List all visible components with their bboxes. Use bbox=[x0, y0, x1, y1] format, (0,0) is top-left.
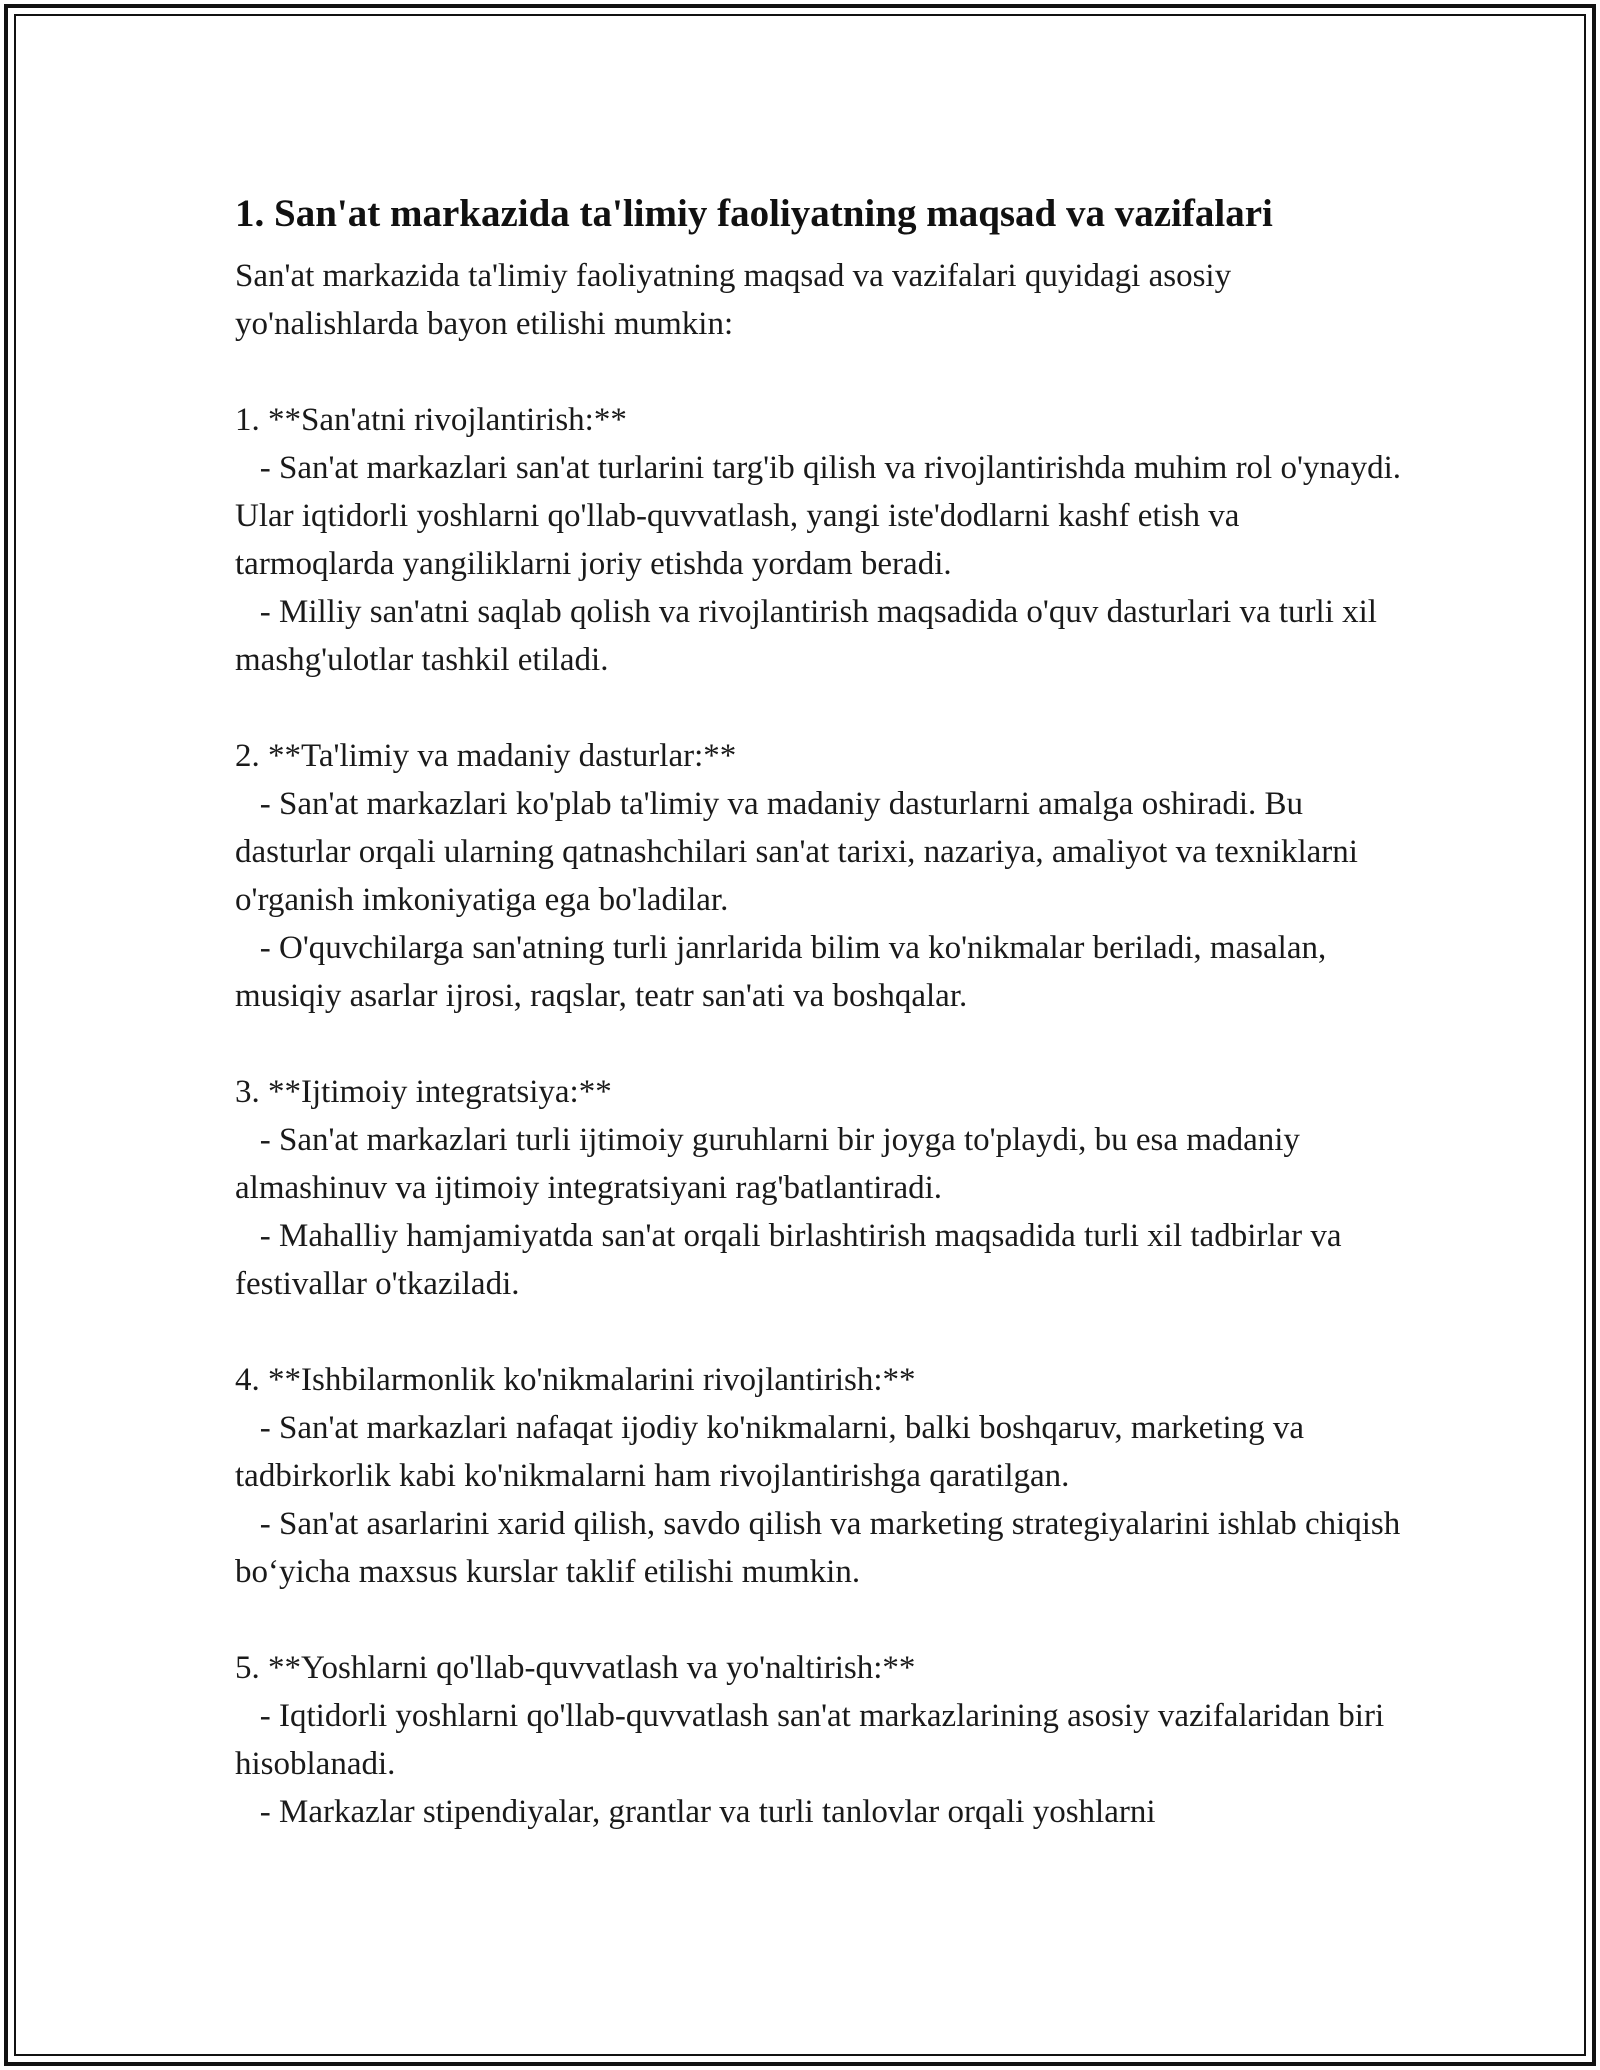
section-5 bbox=[235, 1644, 1405, 1836]
section-heading: 3. **Ijtimoiy integratsiya:** bbox=[235, 1074, 612, 1110]
section-4 bbox=[235, 1356, 1409, 1596]
section-item: - Mahalliy hamjamiyatda san'at orqali birlashtirish maqsadida turli xil tadbirlar va festivallar o'tkaziladi. bbox=[235, 1218, 1350, 1302]
section-item: - Iqtidorli yoshlarni qo'llab-quvvatlash san'at markazlarining asosiy vazifalaridan biri hisoblanadi. bbox=[235, 1698, 1393, 1782]
section-item: - O'quvchilarga san'atning turli janrlarida bilim va ko'nikmalar beriladi, masalan, musiqiy asarlar ijrosi, raqslar, teatr san'ati va boshqalar. bbox=[235, 930, 1335, 1014]
section-item: - San'at markazlari ko'plab ta'limiy va madaniy dasturlarni amalga oshiradi. Bu dasturlar orqali ularning qatnashchilari san'at tarixi, nazariya, amaliyot va texniklarni o'rganish imkoniyatiga ega bo'ladilar. bbox=[235, 786, 1367, 918]
section-1 bbox=[235, 396, 1410, 684]
section-item: - San'at markazlari nafaqat ijodiy ko'nikmalarni, balki boshqaruv, marketing va tadbirkorlik kabi ko'nikmalarni ham rivojlantirishga qaratilgan. bbox=[235, 1410, 1313, 1494]
section-item: - San'at markazlari san'at turlarini targ'ib qilish va rivojlantirishda muhim rol o'ynaydi. Ular iqtidorli yoshlarni qo'llab-quvvatlash, yangi iste'dodlarni kashf etish va tarmoqlarda yangiliklarni joriy etishda yordam beradi. bbox=[235, 450, 1410, 582]
section-heading: 5. **Yoshlarni qo'llab-quvvatlash va yo'naltirish:** bbox=[235, 1650, 916, 1686]
section-heading: 1. **San'atni rivojlantirish:** bbox=[235, 402, 627, 438]
section-3 bbox=[235, 1068, 1405, 1308]
section-item: - San'at asarlarini xarid qilish, savdo qilish va marketing strategiyalarini ishlab chiqish bo‘yicha maxsus kurslar taklif etilishi mumkin. bbox=[235, 1506, 1409, 1590]
section-item: - Milliy san'atni saqlab qolish va rivojlantirish maqsadida o'quv dasturlari va turli xil mashg'ulotlar tashkil etiladi. bbox=[235, 594, 1386, 678]
document-title: 1. San'at markazida ta'limiy faoliyatning maqsad va vazifalari bbox=[235, 192, 1273, 235]
section-item: - San'at markazlari turli ijtimoiy guruhlarni bir joyga to'playdi, bu esa madaniy almashinuv va ijtimoiy integratsiyani rag'batlantiradi. bbox=[235, 1122, 1309, 1206]
section-heading: 4. **Ishbilarmonlik ko'nikmalarini rivojlantirish:** bbox=[235, 1362, 916, 1398]
intro-paragraph: San'at markazida ta'limiy faoliyatning maqsad va vazifalari quyidagi asosiy yo'nalishlarda bayon etilishi mumkin: bbox=[235, 258, 1232, 342]
section-2 bbox=[235, 732, 1405, 1020]
section-heading: 2. **Ta'limiy va madaniy dasturlar:** bbox=[235, 738, 737, 774]
section-item: - Markazlar stipendiyalar, grantlar va turli tanlovlar orqali yoshlarni bbox=[235, 1794, 1156, 1830]
document-body bbox=[235, 184, 1410, 1836]
